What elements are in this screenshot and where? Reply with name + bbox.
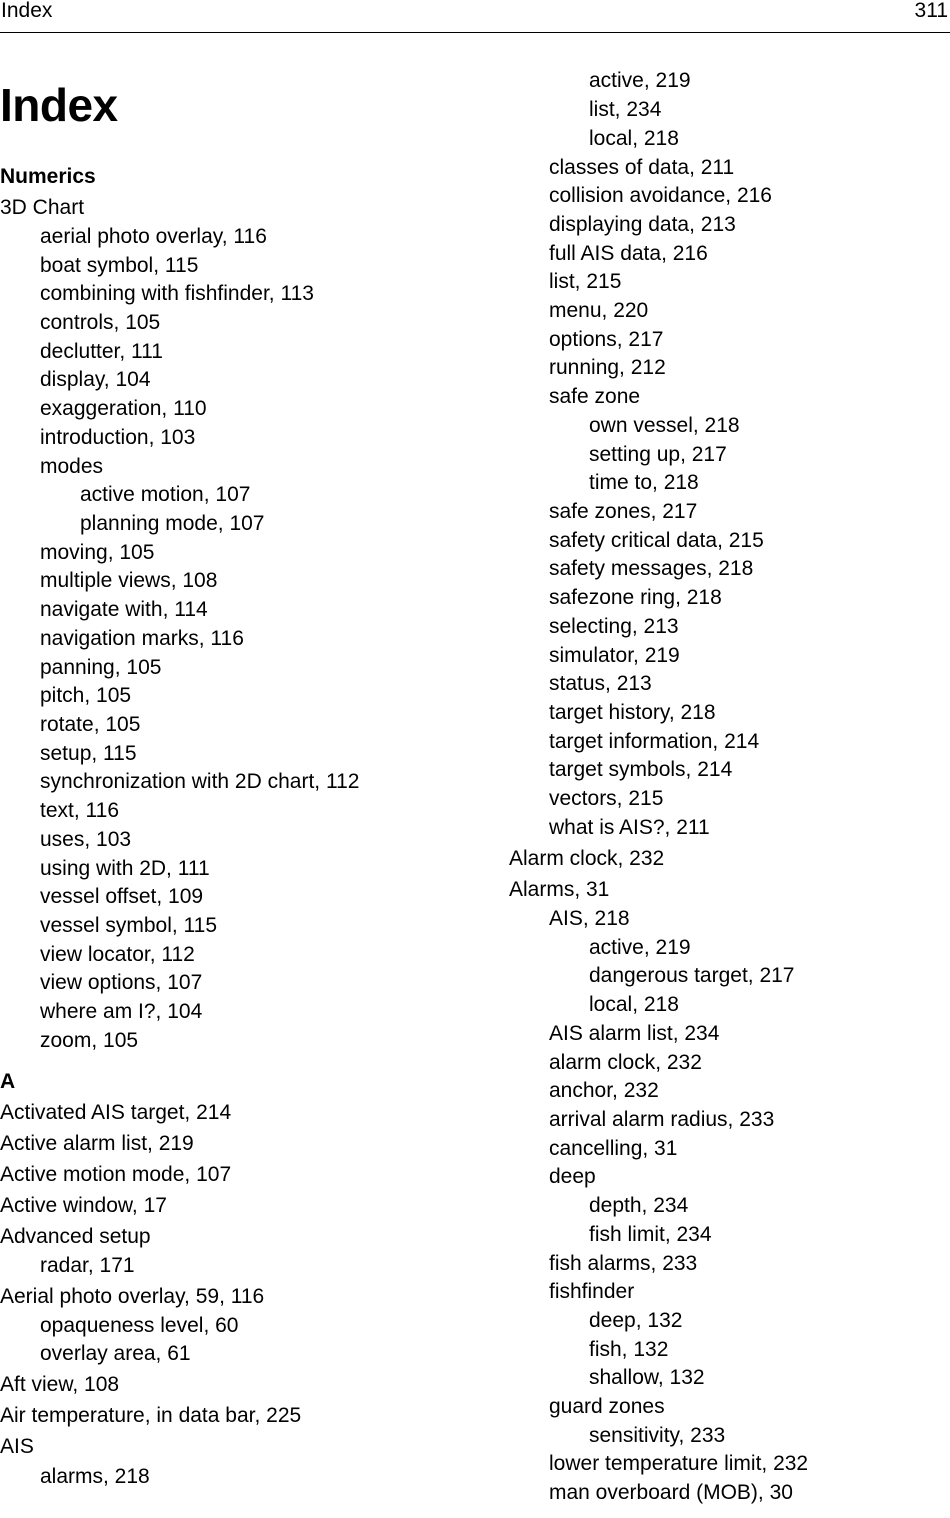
index-entry-level-1: navigation marks, 116 — [40, 627, 244, 650]
index-entry-level-1: exaggeration, 110 — [40, 397, 207, 420]
index-entry-level-1: AIS, 218 — [549, 907, 630, 930]
index-entry-level-1: uses, 103 — [40, 828, 132, 851]
index-entry-level-0: Advanced setup — [0, 1225, 151, 1248]
index-entry-level-0: Aerial photo overlay, 59, 116 — [0, 1285, 265, 1308]
index-entry-level-1: panning, 105 — [40, 656, 162, 679]
index-entry-level-1: safe zones, 217 — [549, 500, 698, 523]
index-entry-level-1: safety critical data, 215 — [549, 529, 764, 552]
index-entry-level-1: declutter, 111 — [40, 340, 163, 363]
index-entry-level-2: fish limit, 234 — [589, 1223, 712, 1246]
index-entry-level-1: selecting, 213 — [549, 615, 679, 638]
index-entry-level-1: simulator, 219 — [549, 644, 680, 667]
index-entry-level-1: safezone ring, 218 — [549, 586, 722, 609]
index-entry-level-2: local, 218 — [589, 127, 679, 150]
index-entry-level-2: list, 234 — [589, 98, 662, 121]
index-entry-level-2: time to, 218 — [589, 471, 699, 494]
index-entry-level-2: active motion, 107 — [80, 483, 251, 506]
index-entry-level-1: status, 213 — [549, 672, 652, 695]
index-entry-level-1: options, 217 — [549, 328, 664, 351]
index-entry-level-1: vessel symbol, 115 — [40, 914, 218, 937]
index-entry-level-2: sensitivity, 233 — [589, 1424, 726, 1447]
index-entry-level-0: 3D Chart — [0, 196, 85, 219]
index-entry-level-1: running, 212 — [549, 356, 666, 379]
index-entry-level-2: planning mode, 107 — [80, 512, 265, 535]
index-entry-level-1: vessel offset, 109 — [40, 885, 204, 908]
index-entry-level-1: modes — [40, 455, 104, 478]
index-entry-level-1: zoom, 105 — [40, 1029, 139, 1052]
page-title: Index — [0, 79, 118, 131]
index-entry-level-1: controls, 105 — [40, 311, 161, 334]
index-entry-level-2: deep, 132 — [589, 1309, 683, 1332]
index-entry-level-1: guard zones — [549, 1395, 665, 1418]
index-entry-level-1: fishfinder — [549, 1280, 635, 1303]
index-entry-level-0: AIS — [0, 1435, 34, 1458]
header-section-title: Index — [1, 0, 53, 22]
index-entry-level-2: active, 219 — [589, 936, 691, 959]
index-entry-level-1: what is AIS?, 211 — [549, 816, 710, 839]
index-entry-level-1: collision avoidance, 216 — [549, 184, 772, 207]
index-section-heading: Numerics — [0, 165, 96, 188]
index-entry-level-1: target symbols, 214 — [549, 758, 733, 781]
index-entry-level-1: anchor, 232 — [549, 1079, 659, 1102]
index-entry-level-1: introduction, 103 — [40, 426, 196, 449]
index-entry-level-1: fish alarms, 233 — [549, 1252, 698, 1275]
index-entry-level-1: combining with fishfinder, 113 — [40, 282, 314, 305]
index-entry-level-2: active, 219 — [589, 69, 691, 92]
index-entry-level-0: Active motion mode, 107 — [0, 1163, 232, 1186]
index-entry-level-1: AIS alarm list, 234 — [549, 1022, 720, 1045]
index-entry-level-1: moving, 105 — [40, 541, 155, 564]
index-entry-level-1: multiple views, 108 — [40, 569, 218, 592]
index-entry-level-2: local, 218 — [589, 993, 679, 1016]
index-entry-level-1: alarms, 218 — [40, 1465, 150, 1488]
index-entry-level-1: alarm clock, 232 — [549, 1051, 702, 1074]
index-entry-level-1: view options, 107 — [40, 971, 203, 994]
index-entry-level-2: depth, 234 — [589, 1194, 689, 1217]
index-entry-level-1: safe zone — [549, 385, 641, 408]
index-entry-level-1: arrival alarm radius, 233 — [549, 1108, 775, 1131]
index-entry-level-1: synchronization with 2D chart, 112 — [40, 770, 360, 793]
index-entry-level-1: full AIS data, 216 — [549, 242, 708, 265]
index-entry-level-1: deep — [549, 1165, 596, 1188]
index-entry-level-0: Aft view, 108 — [0, 1373, 120, 1396]
index-entry-level-1: man overboard (MOB), 30 — [549, 1481, 793, 1504]
index-entry-level-2: fish, 132 — [589, 1338, 669, 1361]
index-entry-level-1: classes of data, 211 — [549, 156, 735, 179]
index-entry-level-2: shallow, 132 — [589, 1366, 705, 1389]
index-entry-level-1: text, 116 — [40, 799, 119, 822]
index-entry-level-1: target history, 218 — [549, 701, 716, 724]
index-entry-level-2: own vessel, 218 — [589, 414, 740, 437]
index-entry-level-2: dangerous target, 217 — [589, 964, 795, 987]
index-entry-level-1: rotate, 105 — [40, 713, 141, 736]
index-entry-level-1: opaqueness level, 60 — [40, 1314, 239, 1337]
index-entry-level-0: Active alarm list, 219 — [0, 1132, 194, 1155]
running-header — [0, 0, 950, 33]
index-entry-level-1: aerial photo overlay, 116 — [40, 225, 267, 248]
index-entry-level-1: safety messages, 218 — [549, 557, 754, 580]
index-entry-level-1: setup, 115 — [40, 742, 137, 765]
index-entry-level-1: radar, 171 — [40, 1254, 135, 1277]
page-number: 311 — [914, 0, 948, 22]
index-entry-level-1: target information, 214 — [549, 730, 760, 753]
index-entry-level-0: Air temperature, in data bar, 225 — [0, 1404, 302, 1427]
index-entry-level-1: pitch, 105 — [40, 684, 132, 707]
index-entry-level-0: Active window, 17 — [0, 1194, 167, 1217]
index-entry-level-1: overlay area, 61 — [40, 1342, 191, 1365]
index-entry-level-1: vectors, 215 — [549, 787, 664, 810]
index-entry-level-1: display, 104 — [40, 368, 151, 391]
index-section-heading: A — [0, 1070, 16, 1093]
index-entry-level-1: view locator, 112 — [40, 943, 195, 966]
index-entry-level-0: Alarms, 31 — [509, 878, 610, 901]
index-entry-level-1: navigate with, 114 — [40, 598, 208, 621]
index-entry-level-0: Activated AIS target, 214 — [0, 1101, 232, 1124]
index-entry-level-0: Alarm clock, 232 — [509, 847, 665, 870]
index-entry-level-1: where am I?, 104 — [40, 1000, 203, 1023]
index-entry-level-1: cancelling, 31 — [549, 1137, 678, 1160]
index-entry-level-1: displaying data, 213 — [549, 213, 736, 236]
index-entry-level-1: using with 2D, 111 — [40, 857, 210, 880]
index-entry-level-1: menu, 220 — [549, 299, 649, 322]
index-entry-level-1: boat symbol, 115 — [40, 254, 199, 277]
index-entry-level-1: lower temperature limit, 232 — [549, 1452, 809, 1475]
index-entry-level-2: setting up, 217 — [589, 443, 727, 466]
index-entry-level-1: list, 215 — [549, 270, 622, 293]
